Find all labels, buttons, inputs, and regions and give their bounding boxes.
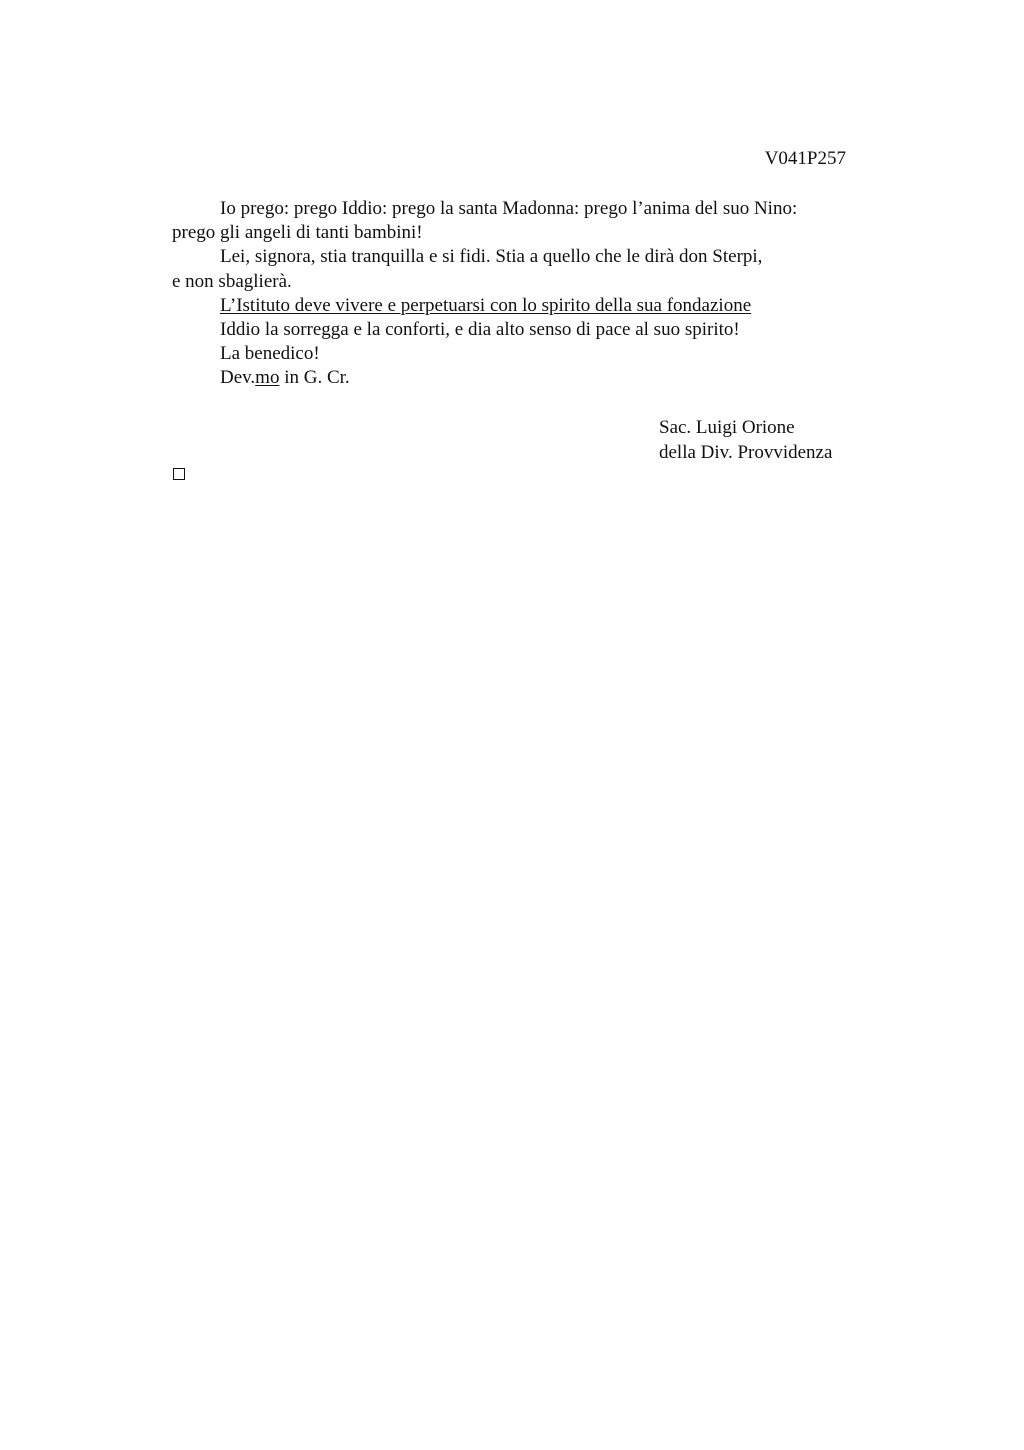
closing-line	[172, 366, 862, 390]
body-line-1: Io prego: prego Iddio: prego la santa Madonna: prego l’anima del suo Nino:	[220, 198, 798, 219]
signature-name: Sac. Luigi Orione	[659, 417, 795, 438]
closing-prefix: Dev.	[220, 367, 256, 389]
signature-block	[659, 415, 832, 465]
closing-underlined-abbrev: mo	[255, 367, 280, 389]
signature-title: della Div. Provvidenza	[659, 442, 833, 463]
reference-code: V041P257	[764, 148, 846, 169]
body-line-3: Lei, signora, stia tranquilla e si fidi. Stia a quello che le dirà don Sterpi,	[220, 246, 763, 268]
letter-body	[172, 197, 862, 391]
underlined-statement: L’Istituto deve vivere e perpetuarsi con lo spirito della sua fondazione	[220, 294, 752, 316]
closing-suffix: in G. Cr.	[279, 367, 350, 389]
body-line-4: e non sbaglierà.	[172, 270, 292, 292]
body-line-6: Iddio la sorregga e la conforti, e dia alto senso di pace al suo spirito!	[220, 319, 740, 341]
end-square-icon	[173, 468, 185, 480]
body-line-7: La benedico!	[220, 343, 320, 365]
body-line-5	[172, 294, 862, 318]
body-line-2: prego gli angeli di tanti bambini!	[172, 222, 423, 244]
